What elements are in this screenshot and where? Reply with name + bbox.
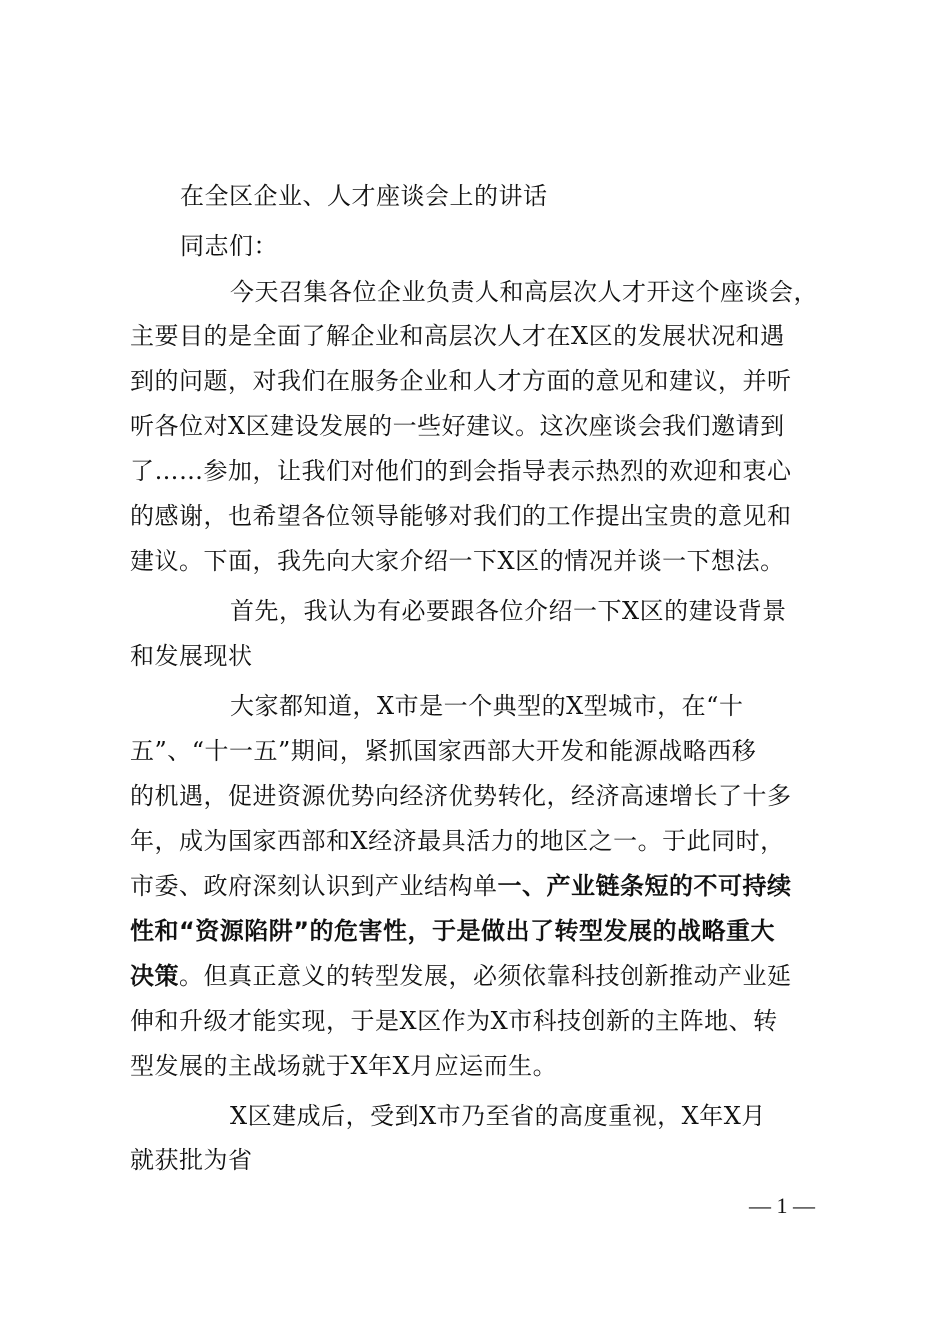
paragraph-line: 首先，我认为有必要跟各位介绍一下X区的建设背景: [230, 597, 787, 625]
normal-text: 。但真正意义的转型发展，必须依靠科技创新推动产业延: [179, 962, 792, 990]
paragraph-line: 今天召集各位企业负责人和高层次人才开这个座谈会，: [230, 278, 818, 306]
bold-line: 性和“资源陷阱”的危害性，于是做出了转型发展的战略重大: [130, 917, 776, 945]
paragraph-line: 型发展的主战场就于X年X月应运而生。: [130, 1052, 558, 1080]
paragraph-line: 的机遇，促进资源优势向经济优势转化，经济高速增长了十多: [130, 782, 792, 810]
paragraph-line: 了……参加，让我们对他们的到会指导表示热烈的欢迎和衷心: [130, 457, 792, 485]
paragraph-line: 大家都知道，X市是一个典型的X型城市，在“十: [230, 692, 744, 720]
paragraph-line: 建议。下面，我先向大家介绍一下X区的情况并谈一下想法。: [130, 547, 785, 575]
paragraph-line: 年，成为国家西部和X经济最具活力的地区之一。于此同时，: [130, 827, 785, 855]
mixed-line: [130, 956, 830, 996]
salutation: 同志们：: [180, 232, 278, 260]
paragraph-line: X区建成后，受到X市乃至省的高度重视，X年X月: [230, 1102, 766, 1130]
paragraph-line: 五”、“十一五”期间，紧抓国家西部大开发和能源战略西移: [130, 737, 757, 765]
paragraph-line: 和发展现状: [130, 642, 253, 670]
paragraph-line: 的感谢，也希望各位领导能够对我们的工作提出宝贵的意见和: [130, 502, 792, 530]
paragraph-line: 到的问题，对我们在服务企业和人才方面的意见和建议，并听: [130, 367, 792, 395]
paragraph-line: 听各位对X区建设发展的一些好建议。这次座谈会我们邀请到: [130, 412, 785, 440]
paragraph-line: 伸和升级才能实现，于是X区作为X市科技创新的主阵地、转: [130, 1007, 778, 1035]
paragraph-line: 就获批为省: [130, 1146, 253, 1174]
page-number: — 1 —: [749, 1193, 815, 1218]
mixed-line: [130, 866, 830, 906]
normal-text: 市委、政府深刻认识到产业结构单: [130, 872, 498, 900]
document-title: 在全区企业、人才座谈会上的讲话: [180, 182, 548, 210]
bold-text: 决策: [130, 962, 179, 990]
paragraph-line: 主要目的是全面了解企业和高层次人才在X区的发展状况和遇: [130, 322, 785, 350]
bold-text: 一、产业链条短的不可持续: [497, 872, 792, 900]
